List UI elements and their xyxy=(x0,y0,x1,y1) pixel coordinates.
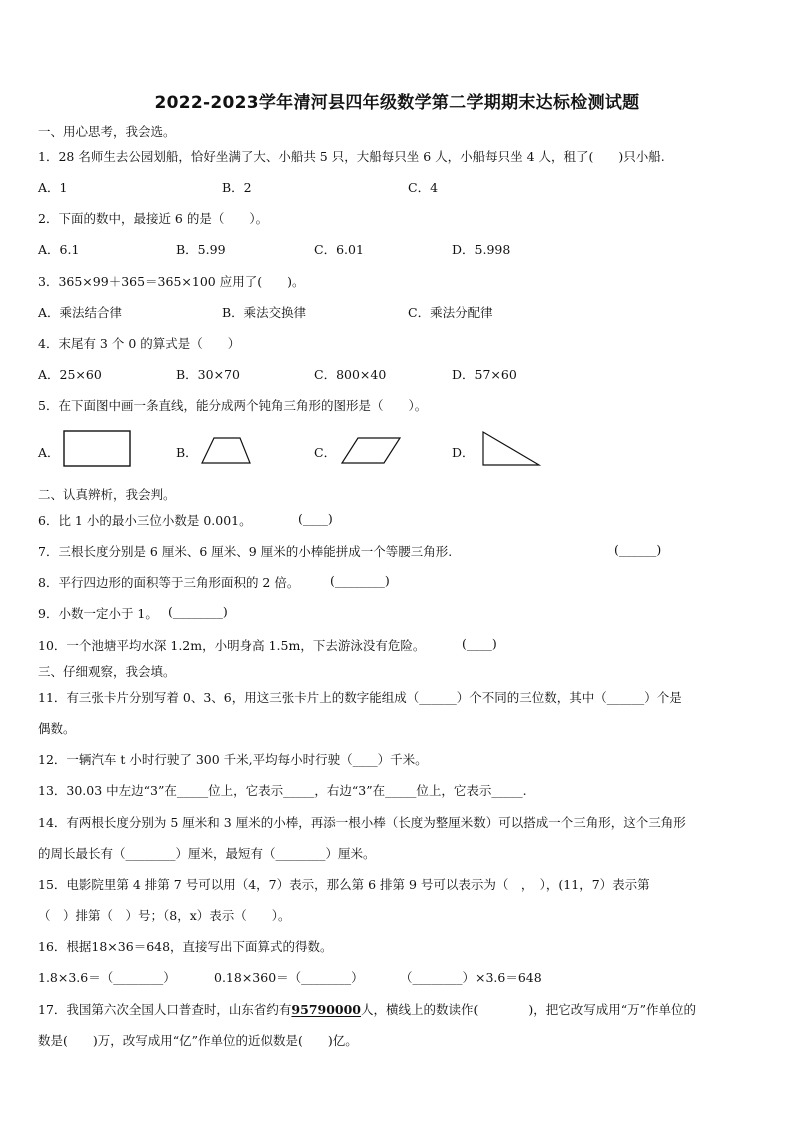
question-17-line-1 xyxy=(38,1000,696,1018)
q17-text-part-1: 17．我国第六次全国人口普查时，山东省约有 xyxy=(38,1002,292,1017)
question-10: 10．一个池塘平均水深 1.2m，小明身高 1.5m，下去游泳没有危险。 xyxy=(38,638,426,653)
q3-option-c[interactable]: C．乘法分配律 xyxy=(408,305,493,320)
question-13: 13．30.03 中左边“3”在_____位上，它表示_____，右边“3”在_____位上，它表示_____. xyxy=(38,783,527,798)
question-12: 12．一辆汽车 t 小时行驶了 300 千米,平均每小时行驶（____）千米。 xyxy=(38,752,428,767)
q8-answer-blank[interactable]: (________) xyxy=(330,573,390,588)
q16-item-2[interactable]: 0.18×360＝（________） xyxy=(214,970,364,985)
q4-option-d[interactable]: D．57×60 xyxy=(452,367,517,382)
question-11-line-2: 偶数。 xyxy=(38,721,76,736)
question-5: 5．在下面图中画一条直线，能分成两个钝角三角形的图形是（ ）。 xyxy=(38,398,428,413)
parallelogram-figure xyxy=(340,436,402,466)
question-2: 2．下面的数中，最接近 6 的是（ ）。 xyxy=(38,211,269,226)
question-4: 4．末尾有 3 个 0 的算式是（ ） xyxy=(38,336,241,351)
question-1: 1．28 名师生去公园划船，恰好坐满了大、小船共 5 只，大船每只坐 6 人，小船每只坐 4 人，租了( )只小船. xyxy=(38,149,665,164)
q4-option-a[interactable]: A．25×60 xyxy=(38,367,102,382)
q3-option-a[interactable]: A．乘法结合律 xyxy=(38,305,123,320)
question-17-line-2: 数是( )万，改写成用“亿”作单位的近似数是( )亿。 xyxy=(38,1033,358,1048)
question-6: 6．比 1 小的最小三位小数是 0.001。 xyxy=(38,513,252,528)
q5-option-c[interactable]: C． xyxy=(314,445,337,460)
section-2-heading: 二、认真辨析，我会判。 xyxy=(38,487,176,502)
question-15-line-1: 15．电影院里第 4 排第 7 号可以用（4，7）表示，那么第 6 排第 9 号可以表示为（ ， ），(11，7）表示第 xyxy=(38,877,650,892)
q1-option-b[interactable]: B．2 xyxy=(222,180,252,195)
q7-answer-blank[interactable]: (______) xyxy=(614,542,662,557)
q1-option-a[interactable]: A．1 xyxy=(38,180,68,195)
question-14-line-2: 的周长最长有（________）厘米，最短有（________）厘米。 xyxy=(38,846,376,861)
section-1-heading: 一、用心思考，我会选。 xyxy=(38,124,176,139)
q17-underlined-number: 95790000 xyxy=(291,1002,362,1017)
q17-text-part-2: 人，横线上的数读作( )，把它改写成用“万”作单位的 xyxy=(361,1002,697,1017)
question-15-line-2: （ ）排第（ ）号；（8，x）表示（ ）。 xyxy=(38,908,291,923)
q16-item-3[interactable]: （________）×3.6＝648 xyxy=(400,970,542,985)
q2-option-a[interactable]: A．6.1 xyxy=(38,242,80,257)
question-3: 3．365×99＋365＝365×100 应用了( )。 xyxy=(38,274,305,289)
q2-option-b[interactable]: B．5.99 xyxy=(176,242,226,257)
q10-answer-blank[interactable]: (____) xyxy=(462,636,497,651)
q4-option-b[interactable]: B．30×70 xyxy=(176,367,240,382)
question-16: 16．根据18×36＝648，直接写出下面算式的得数。 xyxy=(38,939,333,954)
question-7: 7．三根长度分别是 6 厘米、6 厘米、9 厘米的小棒能拼成一个等腰三角形. xyxy=(38,544,453,559)
q2-option-c[interactable]: C．6.01 xyxy=(314,242,364,257)
q5-option-d[interactable]: D． xyxy=(452,445,475,460)
rectangle-figure xyxy=(62,429,132,469)
right-triangle-figure xyxy=(480,430,542,468)
question-14-line-1: 14．有两根长度分别为 5 厘米和 3 厘米的小棒，再添一根小棒（长度为整厘米数）可以搭成一个三角形，这个三角形 xyxy=(38,815,686,830)
question-9: 9．小数一定小于 1。 xyxy=(38,606,158,621)
q16-item-1[interactable]: 1.8×3.6＝（________） xyxy=(38,970,176,985)
q5-option-b[interactable]: B． xyxy=(176,445,198,460)
q6-answer-blank[interactable]: (____) xyxy=(298,511,333,526)
q4-option-c[interactable]: C．800×40 xyxy=(314,367,387,382)
q3-option-b[interactable]: B．乘法交换律 xyxy=(222,305,307,320)
section-3-heading: 三、仔细观察，我会填。 xyxy=(38,664,176,679)
question-8: 8．平行四边形的面积等于三角形面积的 2 倍。 xyxy=(38,575,300,590)
exam-title: 2022-2023学年清河县四年级数学第二学期期末达标检测试题 xyxy=(154,93,640,113)
trapezoid-figure xyxy=(200,436,252,466)
q2-option-d[interactable]: D．5.998 xyxy=(452,242,511,257)
q1-option-c[interactable]: C．4 xyxy=(408,180,439,195)
q9-answer-blank[interactable]: (________) xyxy=(168,604,228,619)
question-11-line-1: 11．有三张卡片分别写着 0、3、6，用这三张卡片上的数字能组成（______）个不同的三位数，其中（______）个是 xyxy=(38,690,682,705)
q5-option-a[interactable]: A． xyxy=(38,445,60,460)
